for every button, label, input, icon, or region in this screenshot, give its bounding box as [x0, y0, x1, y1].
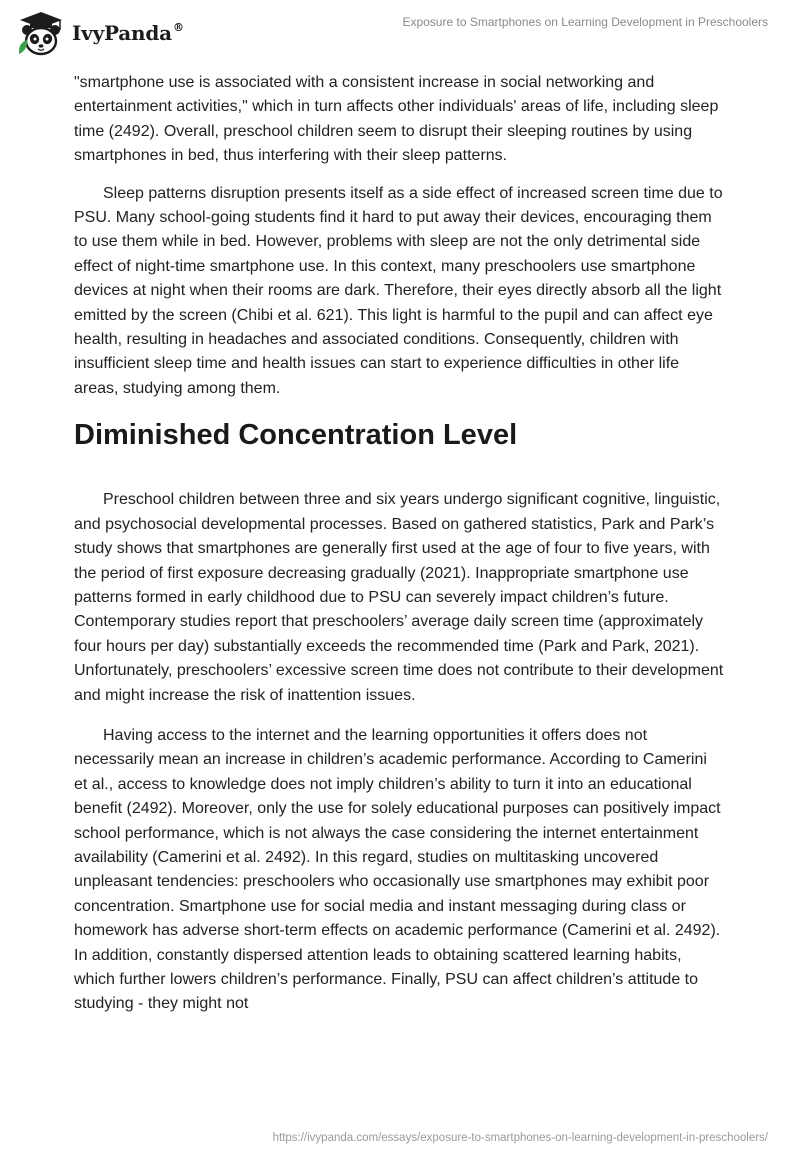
document-title: Exposure to Smartphones on Learning Development in Preschoolers	[402, 15, 768, 29]
page-header	[0, 0, 800, 70]
essay-body	[74, 71, 724, 1017]
source-url[interactable]: https://ivypanda.com/essays/exposure-to-smartphones-on-learning-development-in-preschoolers/	[272, 1132, 768, 1144]
ivypanda-logo[interactable]	[16, 10, 184, 58]
paragraph-preschool-development: Preschool children between three and six years undergo significant cognitive, linguistic, and psychosocial developmental processes. Based on gathered statistics, Park and Park’s study shows that smartphones are generally first used at the age of four to five years, with the period of first exposure decreasing gradually (2021). Inappropriate smartphone use patterns formed in early childhood due to PSU can severely impact children’s future. Contemporary studies report that preschoolers’ average daily screen time (approximately four hours per day) substantially exceeds the recommended time (Park and Park, 2021). Unfortunately, preschoolers’ excessive screen time does not contribute to their development and might increase the risk of inattention issues.	[74, 491, 724, 704]
section-heading: Diminished Concentration Level	[74, 419, 518, 452]
paragraph-sleep-disruption: Sleep patterns disruption presents itself as a side effect of increased screen time due to PSU. Many school-going students find it hard to put away their devices, encouraging them to use them while in bed. However, problems with sleep are not the only detrimental side effect of night-time smartphone use. In this context, many preschoolers use smartphone devices at night when their rooms are dark. Therefore, their eyes directly absorb all the light emitted by the screen (Chibi et al. 621). This light is harmful to the pupil and can affect eye health, resulting in headaches and associated conditions. Consequently, children with insufficient sleep time and health issues can start to experience difficulties in other life areas, studying among them.	[74, 184, 723, 397]
paragraph-academic-performance: Having access to the internet and the learning opportunities it offers does not necessarily mean an increase in children’s academic performance. According to Camerini et al., access to knowledge does not imply children’s ability to turn it into an educational benefit (2492). Moreover, only the use for solely educational purposes can positively impact school performance, which is not always the case considering the internet entertainment availability (Camerini et al. 2492). In this regard, studies on multitasking uncovered unpleasant tendencies: preschoolers who occasionally use smartphones may exhibit poor concentration. Smartphone use for social media and instant messaging during class or homework has adverse short-term effects on academic performance (Camerini et al. 2492). In addition, constantly dispersed attention leads to obtaining scattered learning habits, which further lowers children’s performance. Finally, PSU can affect children’s attitude to studying - they might not	[74, 726, 721, 1013]
panda-graduate-icon	[16, 10, 66, 58]
paragraph-continuation: "smartphone use is associated with a consistent increase in social networking and entertainment activities," which in turn affects other individuals' areas of life, including sleep time (2492). Overall, preschool children seem to disrupt their sleeping routines by using smartphones in bed, thus interfering with their sleep patterns.	[74, 74, 719, 165]
logo-text: IvyPanda®	[72, 21, 184, 45]
